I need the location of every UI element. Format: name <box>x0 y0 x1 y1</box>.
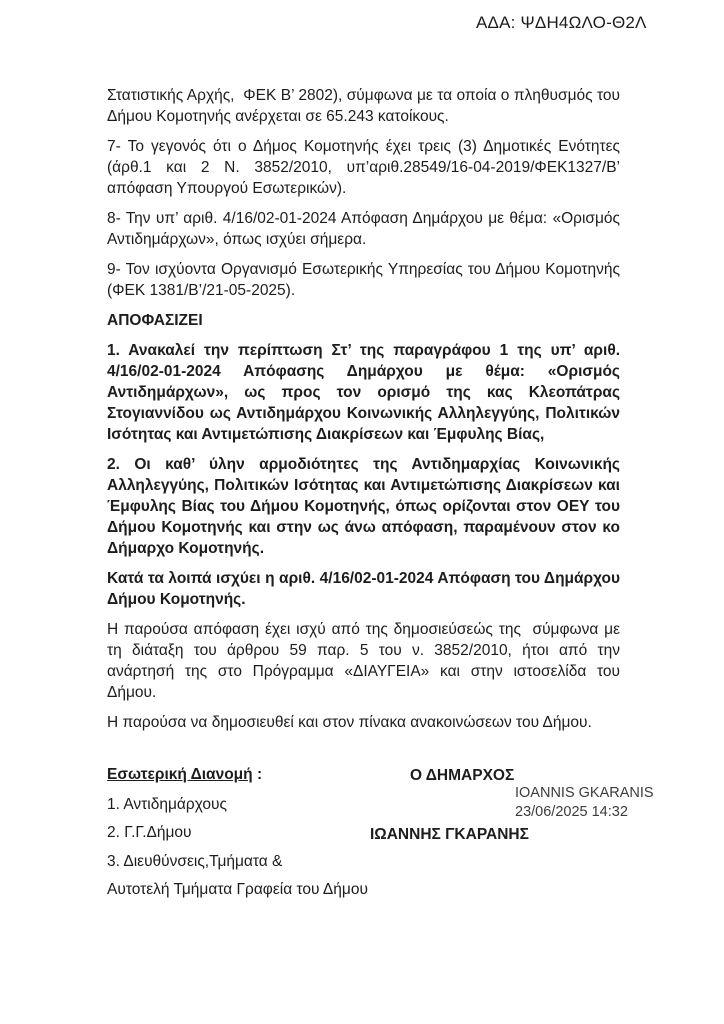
ada-code: ΑΔΑ: ΨΔΗ4ΩΛΟ-Θ2Λ <box>476 13 647 32</box>
decision-closing: Κατά τα λοιπά ισχύει η αριθ. 4/16/02-01-2024 Απόφαση του Δημάρχου Δήμου Κομοτηνής. <box>107 570 620 608</box>
mayor-title: Ο ΔΗΜΑΡΧΟΣ <box>410 767 515 784</box>
digital-signature-name: IOANNIS GKARANIS <box>515 785 654 801</box>
publication-note-1: Η παρούσα απόφαση έχει ισχύ από της δημοσιεύσεώς της σύμφωνα με τη διάταξη του άρθρου 59 παρ. 5 του ν. 3852/2010, ήτοι από την ανάρτησή της στο Πρόγραμμα «ΔΙΑΥΓΕΙΑ» και στην ιστοσελίδα του Δήμου. <box>107 621 620 701</box>
preamble-continuation: Στατιστικής Αρχής, ΦΕΚ Β’ 2802), σύμφωνα με τα οποία ο πληθυσμός του Δήμου Κομοτηνής ανέρχεται σε 65.243 κατοίκους. <box>107 87 620 125</box>
publication-note-2: Η παρούσα να δημοσιευθεί και στον πίνακα ανακοινώσεων του Δήμου. <box>107 714 592 731</box>
internal-distribution-title-colon: : <box>252 766 263 783</box>
digital-signature-stamp <box>515 784 654 822</box>
internal-distribution-title <box>107 765 262 784</box>
distribution-item-1: 1. Αντιδημάρχους <box>107 796 227 813</box>
signature-section <box>107 765 654 910</box>
distribution-item-4: Αυτοτελή Τμήματα Γραφεία του Δήμου <box>107 881 368 898</box>
preamble-item-9: 9- Τον ισχύοντα Οργανισμό Εσωτερικής Υπηρεσίας του Δήμου Κομοτηνής (ΦΕΚ 1381/Β’/21-05-2025). <box>107 261 620 299</box>
preamble-item-8: 8- Την υπ’ αριθ. 4/16/02-01-2024 Απόφαση Δημάρχου με θέμα: «Ορισμός Αντιδημάρχων», όπως ισχύει σήμερα. <box>107 210 620 248</box>
preamble-item-7: 7- Το γεγονός ότι ο Δήμος Κομοτηνής έχει τρεις (3) Δημοτικές Ενότητες (άρθ.1 και 2 Ν. 3852/2010, υπ’αριθ.28549/16-04-2019/ΦΕΚ1327/Β’ απόφαση Υπουργού Εσωτερικών). <box>107 138 620 197</box>
distribution-item-2: 2. Γ.Γ.Δήμου <box>107 824 192 841</box>
internal-distribution-title-text: Εσωτερική Διανομή <box>107 766 253 783</box>
decision-clause-1: 1. Ανακαλεί την περίπτωση Στ’ της παραγράφου 1 της υπ’ αριθ. 4/16/02-01-2024 Απόφασης Δημάρχου με θέμα: «Ορισμός Αντιδημάρχων», ως προς τον ορισμό της κας Κλεοπάτρας Στογιαννίδου ως Αντιδημάρχου Κοινωνικής Αλληλεγγύης, Πολιτικών Ισότητας και Αντιμετώπισης Διακρίσεων και Έμφυλης Βίας, <box>107 342 620 443</box>
decision-heading: ΑΠΟΦΑΣΙΖΕΙ <box>107 312 203 329</box>
document-body <box>107 85 654 910</box>
digital-signature-datetime: 23/06/2025 14:32 <box>515 804 628 820</box>
decision-clause-2: 2. Οι καθ’ ύλην αρμοδιότητες της Αντιδημαρχίας Κοινωνικής Αλληλεγγύης, Πολιτικών Ισότητας και Αντιμετώπισης Διακρίσεων και Έμφυλης Βίας του Δήμου Κομοτηνής, όπως ορίζονται στον ΟΕΥ του Δήμου Κομοτηνής και στην ως άνω απόφαση, παραμένουν στον κο Δήμαρχο Κομοτηνής. <box>107 456 620 557</box>
mayor-name: ΙΩΑΝΝΗΣ ΓΚΑΡΑΝΗΣ <box>370 826 529 843</box>
distribution-item-3: 3. Διευθύνσεις,Τμήματα & <box>107 853 283 870</box>
